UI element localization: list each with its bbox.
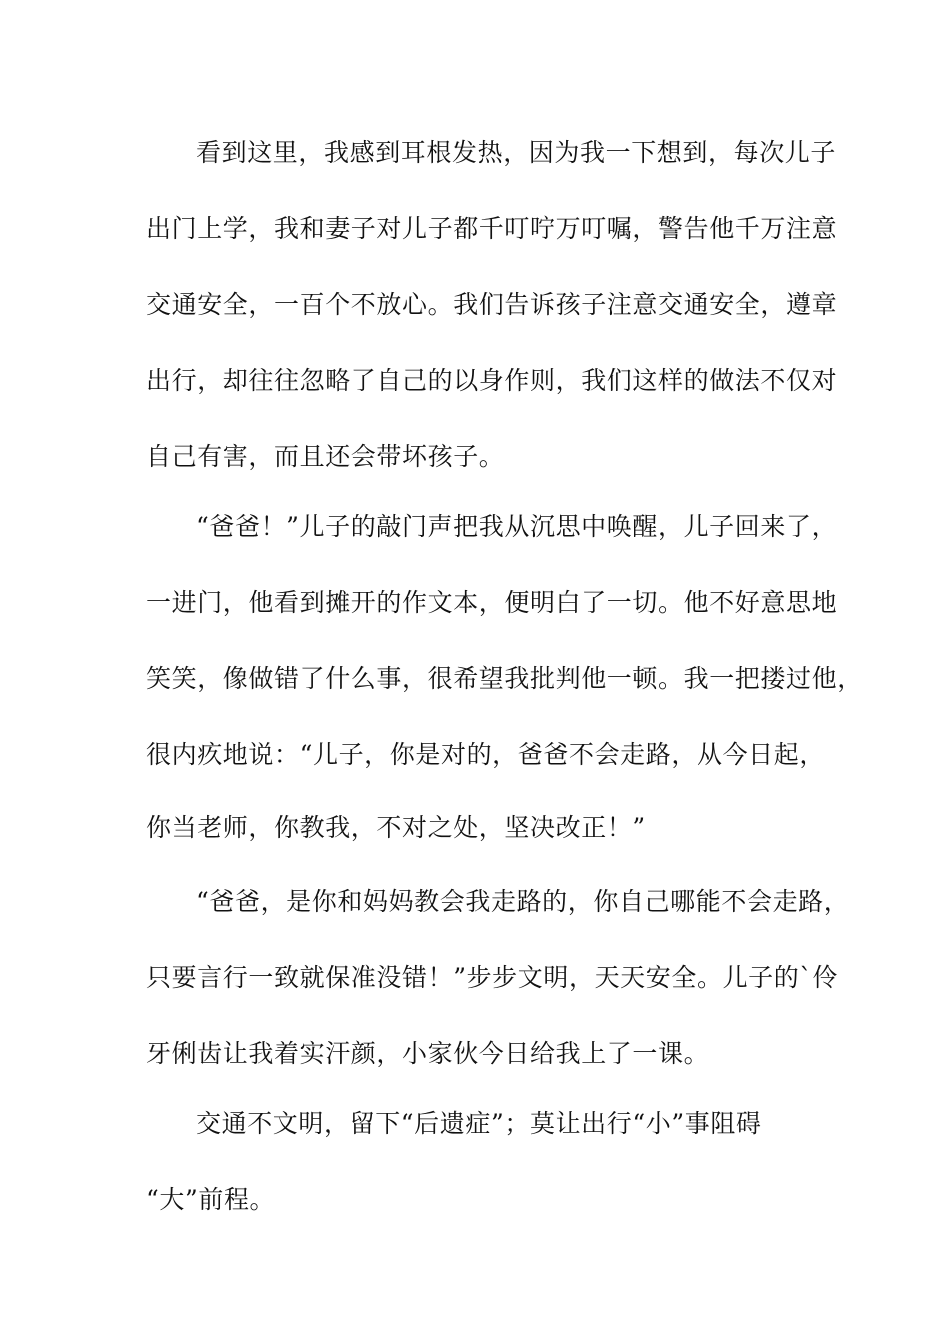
text-line: 一进门，他看到摊开的作文本，便明白了一切。他不好意思地	[146, 588, 838, 617]
text-line: “大”前程。	[146, 1185, 276, 1214]
text-line: 很内疚地说：“儿子，你是对的，爸爸不会走路，从今日起，	[146, 740, 825, 769]
text-line: 牙俐齿让我着实汗颜，小家伙今日给我上了一课。	[146, 1039, 710, 1068]
text-line: 笑笑，像做错了什么事，很希望我批判他一顿。我一把搂过他，	[146, 664, 863, 693]
text-line: 出行，却往往忽略了自己的以身作则，我们这样的做法不仅对	[146, 366, 838, 395]
text-line: 你当老师，你教我，不对之处，坚决改正！”	[146, 813, 646, 842]
text-line: “爸爸！”儿子的敲门声把我从沉思中唤醒，儿子回来了，	[196, 512, 838, 541]
text-line: 只要言行一致就保准没错！”步步文明，天天安全。儿子的`伶	[146, 963, 839, 992]
text-line: “爸爸，是你和妈妈教会我走路的，你自己哪能不会走路，	[196, 887, 850, 916]
text-line: 交通安全，一百个不放心。我们告诉孩子注意交通安全，遵章	[146, 290, 838, 319]
text-line: 出门上学，我和妻子对儿子都千叮咛万叮嘱，警告他千万注意	[146, 214, 838, 243]
text-line: 自己有害，而且还会带坏孩子。	[146, 442, 505, 471]
text-line: 看到这里，我感到耳根发热，因为我一下想到，每次儿子	[196, 138, 837, 167]
text-line: 交通不文明，留下“后遗症”；莫让出行“小”事阻碍	[196, 1109, 762, 1138]
